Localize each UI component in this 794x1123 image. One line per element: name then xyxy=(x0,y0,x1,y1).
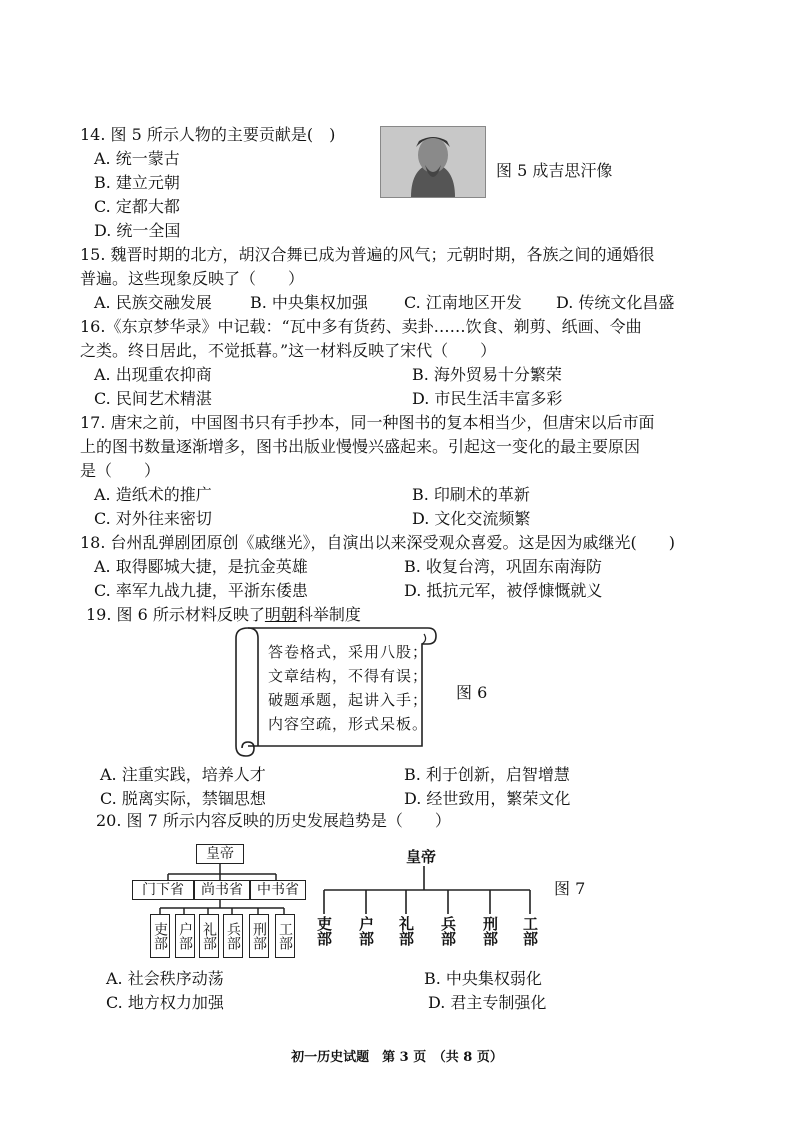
tang-xing-bu-box: 刑部 xyxy=(249,914,269,958)
q20-option-d: D. 君主专制强化 xyxy=(428,993,547,1012)
q16-option-a: A. 出现重农抑商 xyxy=(94,365,212,384)
q15-option-a: A. 民族交融发展 xyxy=(94,293,212,312)
q16-option-d: D. 市民生活丰富多彩 xyxy=(412,389,563,408)
tang-gong-bu-box: 工部 xyxy=(275,914,295,958)
q19-option-b: B. 利于创新，启智增慧 xyxy=(404,765,570,784)
q17-stem-line2: 上的图书数量逐渐增多，图书出版业慢慢兴盛起来。引起这一变化的最主要原因 xyxy=(80,437,641,456)
q17-stem-line3: 是（ ） xyxy=(80,461,161,480)
q18-option-a: A. 取得郾城大捷，是抗金英雄 xyxy=(94,557,308,576)
q16-stem-line2: 之类。终日居此，不觉抵暮。”这一材料反映了宋代（ ） xyxy=(80,341,497,360)
tang-zhongshu-box: 中书省 xyxy=(250,880,306,900)
q14-option-a: A. 统一蒙古 xyxy=(94,149,180,168)
ming-xing-bu-label: 刑部 xyxy=(481,916,499,946)
q19-stem-suffix: 科举制度 xyxy=(296,605,361,624)
q14-stem: 14. 图 5 所示人物的主要贡献是( ) xyxy=(80,125,336,144)
q14-option-d: D. 统一全国 xyxy=(94,221,181,240)
q16-option-b: B. 海外贸易十分繁荣 xyxy=(412,365,562,384)
tang-li-bu-rites-box: 礼部 xyxy=(199,914,219,958)
tang-menxia-box: 门下省 xyxy=(132,880,194,900)
q19-stem-prefix: 19. 图 6 所示材料反映了 xyxy=(86,605,265,624)
q19-stem-underlined: 明朝 xyxy=(264,605,297,624)
q14-option-b: B. 建立元朝 xyxy=(94,173,180,192)
page-footer: 初一历史试题 第 3 页 （共 8 页） xyxy=(291,1050,503,1065)
ming-emperor-label: 皇帝 xyxy=(406,848,437,866)
q17-option-c: C. 对外往来密切 xyxy=(94,509,212,528)
scroll-line-3: 破题承题，起讲入手； xyxy=(268,691,429,709)
q17-option-a: A. 造纸术的推广 xyxy=(94,485,212,504)
q18-stem: 18. 台州乱弹剧团原创《戚继光》，自演出以来深受观众喜爱。这是因为戚继光( ) xyxy=(80,533,676,552)
q20-option-a: A. 社会秩序动荡 xyxy=(106,969,224,988)
scroll-line-4: 内容空疏，形式呆板。 xyxy=(268,715,429,733)
tang-bing-bu-box: 兵部 xyxy=(223,914,243,958)
q17-stem-line1: 17. 唐宋之前，中国图书只有手抄本，同一种图书的复本相当少，但唐宋以后市面 xyxy=(80,413,655,432)
q16-stem-line1: 16.《东京梦华录》中记载：“瓦中多有货药、卖卦……饮食、剃剪、纸画、令曲 xyxy=(80,317,642,336)
figure6-label: 图 6 xyxy=(456,683,488,702)
q18-option-c: C. 率军九战九捷，平浙东倭患 xyxy=(94,581,308,600)
q15-stem-line1: 15. 魏晋时期的北方，胡汉合舞已成为普遍的风气；元朝时期，各族之间的通婚很 xyxy=(80,245,655,264)
scroll-line-1: 答卷格式，采用八股； xyxy=(268,643,429,661)
q19-option-d: D. 经世致用，繁荣文化 xyxy=(404,789,571,808)
ming-bing-bu-label: 兵部 xyxy=(439,916,457,946)
q19-option-a: A. 注重实践，培养人才 xyxy=(100,765,266,784)
tang-emperor-box: 皇帝 xyxy=(196,844,244,864)
q17-option-d: D. 文化交流频繁 xyxy=(412,509,531,528)
q20-option-c: C. 地方权力加强 xyxy=(106,993,224,1012)
figure5-caption: 图 5 成吉思汗像 xyxy=(496,161,613,180)
figure7-label: 图 7 xyxy=(554,879,586,898)
q16-option-c: C. 民间艺术精湛 xyxy=(94,389,212,408)
q15-option-d: D. 传统文化昌盛 xyxy=(556,293,675,312)
ming-gong-bu-label: 工部 xyxy=(521,916,539,946)
q15-stem-line2: 普遍。这些现象反映了（ ） xyxy=(80,269,305,288)
q20-option-b: B. 中央集权弱化 xyxy=(424,969,542,988)
q17-option-b: B. 印刷术的革新 xyxy=(412,485,530,504)
scroll-line-2: 文章结构，不得有误； xyxy=(268,667,429,685)
q15-option-c: C. 江南地区开发 xyxy=(404,293,522,312)
ming-hu-bu-label: 户部 xyxy=(357,916,375,946)
q20-stem: 20. 图 7 所示内容反映的历史发展趋势是（ ） xyxy=(96,811,451,830)
ming-li-bu-rites-label: 礼部 xyxy=(397,916,415,946)
q18-option-b: B. 收复台湾，巩固东南海防 xyxy=(404,557,602,576)
q19-option-c: C. 脱离实际，禁锢思想 xyxy=(100,789,266,808)
q15-option-b: B. 中央集权加强 xyxy=(250,293,368,312)
ming-li-bu-label: 吏部 xyxy=(315,916,333,946)
tang-shangshu-box: 尚书省 xyxy=(194,880,250,900)
q14-option-c: C. 定都大都 xyxy=(94,197,180,216)
tang-li-bu-box: 吏部 xyxy=(150,914,170,958)
tang-hu-bu-box: 户部 xyxy=(175,914,195,958)
q18-option-d: D. 抵抗元军，被俘慷慨就义 xyxy=(404,581,603,600)
